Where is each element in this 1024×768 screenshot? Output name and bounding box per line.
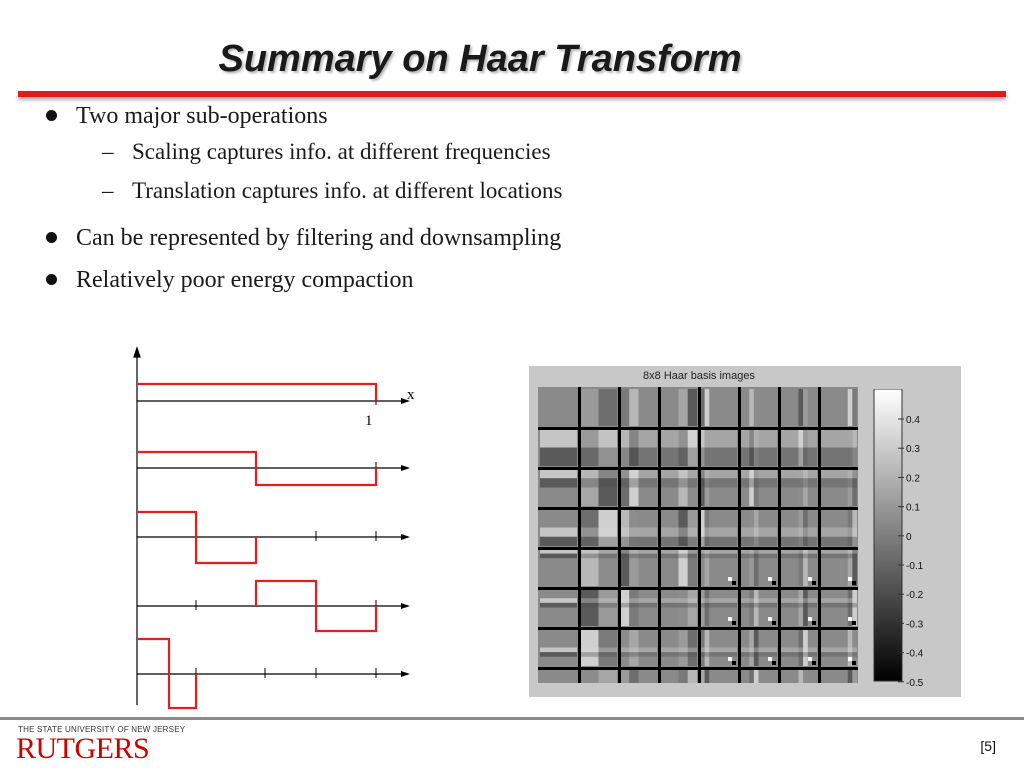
basis-stripe xyxy=(540,448,577,467)
basis-pixel xyxy=(772,621,776,625)
basis-stripe xyxy=(780,652,817,657)
scaling-function-curve xyxy=(137,384,376,401)
basis-stripe xyxy=(620,554,657,559)
basis-stripe xyxy=(660,598,697,603)
basis-stripe xyxy=(740,478,777,487)
basis-stripe xyxy=(740,652,777,657)
basis-pixel xyxy=(732,661,736,665)
basis-pixel xyxy=(768,657,772,661)
basis-stripe xyxy=(599,389,618,426)
basis-stripe xyxy=(749,389,754,426)
basis-stripe xyxy=(540,429,577,448)
grid-separator xyxy=(658,387,661,683)
basis-stripe xyxy=(820,648,857,653)
basis-stripe xyxy=(780,598,817,603)
colorbar-tick-label: -0.3 xyxy=(906,619,924,631)
bullet-item xyxy=(46,225,561,252)
basis-stripe xyxy=(580,598,617,603)
basis-stripe xyxy=(799,389,804,426)
basis-pixel xyxy=(732,621,736,625)
basis-stripe xyxy=(620,429,657,448)
grid-separator xyxy=(538,667,858,670)
bullet-text: Two major sub-operations xyxy=(76,103,328,129)
axis-arrow-icon xyxy=(401,465,410,471)
basis-image-cell xyxy=(540,389,577,426)
colorbar-tick-label: -0.2 xyxy=(906,590,924,602)
basis-stripe xyxy=(780,478,817,487)
grid-separator xyxy=(738,387,741,683)
basis-pixel xyxy=(848,657,852,661)
rutgers-logo: RUTGERS xyxy=(16,732,150,765)
bullet-item xyxy=(46,103,328,130)
basis-stripe xyxy=(620,598,657,603)
basis-stripe xyxy=(820,528,857,537)
bullet-text: Can be represented by filtering and downsampling xyxy=(76,225,562,251)
colorbar-tick-label: 0.4 xyxy=(906,415,920,426)
basis-stripe xyxy=(852,669,857,683)
basis-stripe xyxy=(580,652,617,657)
colorbar-tick-label: -0.4 xyxy=(906,648,924,660)
basis-stripe xyxy=(780,429,817,448)
basis-pixel xyxy=(768,617,772,621)
axis-x-label: x xyxy=(407,387,415,403)
basis-stripe xyxy=(820,554,857,559)
basis-stripe xyxy=(700,598,737,603)
basis-stripe xyxy=(799,669,804,683)
basis-stripe xyxy=(700,652,737,657)
basis-pixel xyxy=(772,581,776,585)
grid-separator xyxy=(818,387,821,683)
basis-stripe xyxy=(740,598,777,603)
colorbar-tick-label: 0.3 xyxy=(906,444,920,456)
basis-stripe xyxy=(820,598,857,603)
bullet-item xyxy=(46,267,413,294)
bullet-dot-icon xyxy=(46,232,57,243)
haar-waveform-diagram xyxy=(110,345,430,715)
basis-stripe xyxy=(705,389,710,426)
basis-stripe xyxy=(580,537,617,546)
basis-stripe xyxy=(780,554,817,559)
basis-pixel xyxy=(772,661,776,665)
basis-stripe xyxy=(660,648,697,653)
basis-stripe xyxy=(580,448,617,467)
colorbar-tick-label: -0.1 xyxy=(906,561,924,572)
basis-stripe xyxy=(700,603,737,608)
basis-pixel xyxy=(808,577,812,581)
basis-stripe xyxy=(660,554,697,559)
basis-pixel xyxy=(808,617,812,621)
basis-stripe xyxy=(629,389,638,426)
basis-stripe xyxy=(580,528,617,537)
axis-arrow-icon xyxy=(401,603,410,609)
axis-arrow-icon xyxy=(401,534,410,540)
basis-stripe xyxy=(820,448,857,467)
basis-stripe xyxy=(700,478,737,487)
basis-stripe xyxy=(620,648,657,653)
slide-title: Summary on Haar Transform xyxy=(218,38,742,80)
basis-stripe xyxy=(700,448,737,467)
basis-stripe xyxy=(620,603,657,608)
basis-stripe xyxy=(820,429,857,448)
grid-separator xyxy=(538,627,858,630)
grid-separator xyxy=(698,387,701,683)
basis-pixel xyxy=(728,617,732,621)
bullet-text: Relatively poor energy compaction xyxy=(76,267,414,293)
basis-stripe xyxy=(620,469,657,478)
basis-stripe xyxy=(540,537,577,546)
colorbar-tick-label: 0.2 xyxy=(906,473,920,485)
basis-stripe xyxy=(540,554,577,559)
basis-stripe xyxy=(740,603,777,608)
basis-stripe xyxy=(660,478,697,487)
basis-stripe xyxy=(780,648,817,653)
dash-icon: – xyxy=(102,139,114,164)
basis-pixel xyxy=(732,581,736,585)
basis-stripe xyxy=(540,648,577,653)
basis-stripe xyxy=(620,669,629,683)
basis-stripe xyxy=(820,537,857,546)
basis-stripe xyxy=(580,669,599,683)
colorbar-gradient xyxy=(874,389,902,681)
basis-stripe xyxy=(679,389,688,426)
dash-icon: – xyxy=(102,178,114,203)
basis-stripe xyxy=(580,648,617,653)
basis-stripe xyxy=(620,537,657,546)
basis-stripe xyxy=(780,528,817,537)
sub-bullet-item xyxy=(102,139,551,165)
footer-divider xyxy=(0,717,1024,720)
basis-stripe xyxy=(700,469,737,478)
basis-stripe xyxy=(740,448,777,467)
basis-stripe xyxy=(660,537,697,546)
grid-separator xyxy=(618,387,621,683)
basis-pixel xyxy=(848,617,852,621)
basis-stripe xyxy=(679,669,688,683)
basis-stripe xyxy=(780,469,817,478)
grid-separator xyxy=(578,387,581,683)
tick-one-label: 1 xyxy=(365,413,373,429)
basis-pixel xyxy=(808,657,812,661)
basis-stripe xyxy=(580,469,617,478)
basis-stripe xyxy=(620,448,657,467)
basis-stripe xyxy=(580,429,617,448)
basis-stripe xyxy=(700,537,737,546)
vertical-arrow-icon xyxy=(134,348,140,357)
bullet-dot-icon xyxy=(46,110,57,121)
basis-stripe xyxy=(700,429,737,448)
grid-separator xyxy=(538,587,858,590)
basis-stripe xyxy=(754,669,759,683)
basis-stripe xyxy=(780,537,817,546)
basis-stripe xyxy=(740,537,777,546)
basis-stripe xyxy=(820,478,857,487)
basis-stripe xyxy=(540,598,577,603)
basis-stripe xyxy=(803,389,808,426)
colorbar-tick-label: 0 xyxy=(906,531,912,543)
basis-stripe xyxy=(620,478,657,487)
basis-stripe xyxy=(660,448,697,467)
basis-stripe xyxy=(580,389,599,426)
basis-stripe xyxy=(848,389,853,426)
basis-stripe xyxy=(660,429,697,448)
basis-stripe xyxy=(629,669,638,683)
basis-stripe xyxy=(740,429,777,448)
basis-stripe xyxy=(820,603,857,608)
page-number: [5] xyxy=(980,738,996,754)
basis-figure-title: 8x8 Haar basis images xyxy=(643,370,755,382)
haar-basis-figure xyxy=(529,366,961,697)
basis-image-grid xyxy=(538,387,858,683)
basis-stripe xyxy=(740,554,777,559)
basis-stripe xyxy=(540,603,577,608)
basis-stripe xyxy=(848,669,853,683)
basis-stripe xyxy=(688,389,697,426)
basis-stripe xyxy=(820,469,857,478)
basis-stripe xyxy=(580,554,617,559)
basis-stripe xyxy=(780,448,817,467)
basis-stripe xyxy=(740,469,777,478)
basis-stripe xyxy=(740,648,777,653)
basis-stripe xyxy=(599,669,618,683)
basis-stripe xyxy=(700,554,737,559)
basis-stripe xyxy=(700,648,737,653)
basis-stripe xyxy=(620,652,657,657)
sub-bullet-text: Translation captures info. at different locations xyxy=(132,178,563,203)
basis-stripe xyxy=(580,478,617,487)
basis-stripe xyxy=(705,669,710,683)
basis-stripe xyxy=(540,528,577,537)
basis-image-cell xyxy=(540,669,577,683)
basis-stripe xyxy=(660,603,697,608)
basis-stripe xyxy=(540,478,577,487)
colorbar xyxy=(872,389,952,689)
basis-stripe xyxy=(700,528,737,537)
title-divider xyxy=(18,91,1006,97)
basis-stripe xyxy=(740,528,777,537)
basis-stripe xyxy=(749,669,754,683)
basis-pixel xyxy=(852,621,856,625)
basis-pixel xyxy=(812,661,816,665)
basis-stripe xyxy=(660,528,697,537)
basis-pixel xyxy=(852,581,856,585)
basis-stripe xyxy=(820,652,857,657)
basis-pixel xyxy=(852,661,856,665)
basis-stripe xyxy=(540,469,577,478)
basis-stripe xyxy=(803,669,808,683)
basis-stripe xyxy=(780,603,817,608)
basis-stripe xyxy=(852,389,857,426)
university-tagline: THE STATE UNIVERSITY OF NEW JERSEY xyxy=(18,725,186,734)
basis-stripe xyxy=(754,389,759,426)
basis-pixel xyxy=(848,577,852,581)
basis-stripe xyxy=(660,652,697,657)
colorbar-tick-label: -0.5 xyxy=(906,677,924,689)
axis-arrow-icon xyxy=(401,671,410,677)
basis-pixel xyxy=(812,621,816,625)
bullet-dot-icon xyxy=(46,274,57,285)
basis-pixel xyxy=(812,581,816,585)
colorbar-tick-label: 0.1 xyxy=(906,502,920,514)
basis-stripe xyxy=(620,528,657,537)
basis-stripe xyxy=(660,469,697,478)
sub-bullet-item xyxy=(102,178,563,204)
sub-bullet-text: Scaling captures info. at different frequencies xyxy=(132,139,551,164)
basis-pixel xyxy=(768,577,772,581)
basis-pixel xyxy=(728,577,732,581)
grid-separator xyxy=(538,547,858,550)
basis-pixel xyxy=(728,657,732,661)
basis-stripe xyxy=(688,669,697,683)
grid-separator xyxy=(778,387,781,683)
basis-stripe xyxy=(540,652,577,657)
basis-stripe xyxy=(620,389,629,426)
basis-stripe xyxy=(580,603,617,608)
